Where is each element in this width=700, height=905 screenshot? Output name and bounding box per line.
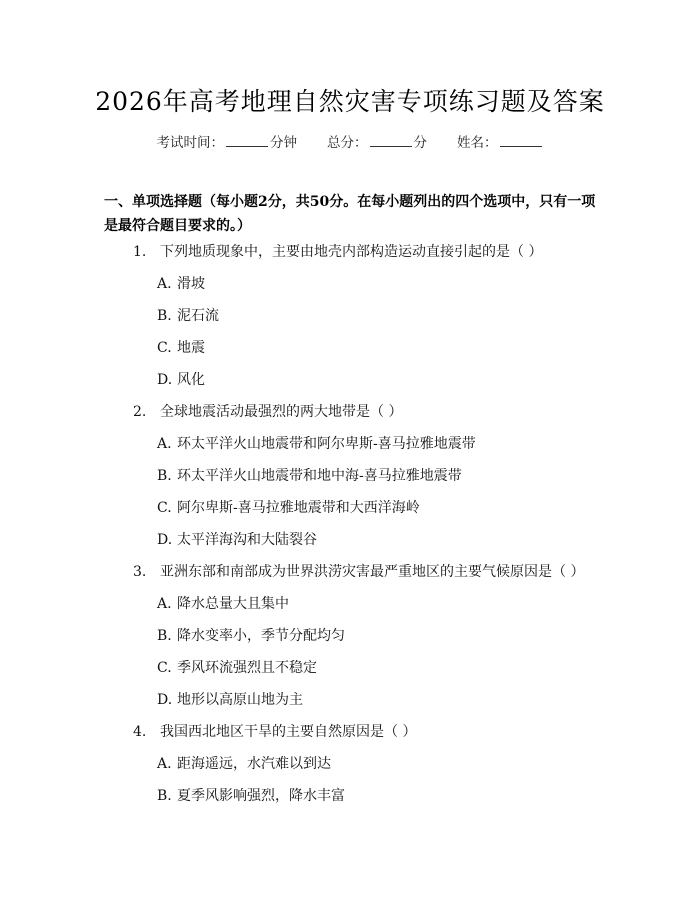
option-letter: A.: [157, 436, 172, 452]
question-text: 亚洲东部和南部成为世界洪涝灾害最严重地区的主要气候原因是（ ）: [160, 564, 585, 580]
option-text: 泥石流: [177, 308, 219, 324]
question-text: 我国西北地区干旱的主要自然原因是（ ）: [160, 724, 417, 740]
question-1: [133, 243, 542, 261]
question-number: 1.: [133, 244, 147, 260]
option-letter: D.: [157, 372, 173, 388]
question-3: [133, 563, 584, 581]
option-letter: A.: [157, 596, 172, 612]
option-text: 降水变率小，季节分配均匀: [177, 628, 345, 644]
question-number: 3.: [133, 564, 147, 580]
option-2c: [157, 499, 420, 517]
option-letter: D.: [157, 692, 173, 708]
option-text: 地震: [177, 340, 205, 356]
option-2d: [157, 531, 317, 549]
option-1b: [157, 307, 219, 325]
option-text: 夏季风影响强烈，降水丰富: [177, 788, 345, 804]
option-text: 阿尔卑斯-喜马拉雅地震带和大西洋海岭: [177, 500, 420, 516]
option-letter: B.: [157, 468, 172, 484]
question-number: 4.: [133, 724, 147, 740]
option-letter: C.: [157, 660, 172, 676]
option-1d: [157, 371, 205, 389]
option-letter: A.: [157, 276, 172, 292]
question-text: 下列地质现象中，主要由地壳内部构造运动直接引起的是（ ）: [160, 244, 543, 260]
total-score-field: [327, 131, 427, 151]
option-2b: [157, 467, 462, 485]
total-score-unit: 分: [413, 135, 427, 151]
option-text: 太平洋海沟和大陆裂谷: [177, 532, 317, 548]
exam-time-label: 考试时间：: [156, 135, 224, 151]
option-letter: C.: [157, 340, 172, 356]
option-letter: B.: [157, 788, 172, 804]
option-3c: [157, 659, 317, 677]
option-text: 环太平洋火山地震带和地中海-喜马拉雅地震带: [177, 468, 462, 484]
section-heading: 一、单项选择题（每小题2分，共50分。在每小题列出的四个选项中，只有一项是最符合题目要求的。）: [104, 194, 596, 234]
question-4: [133, 723, 416, 741]
option-text: 风化: [177, 372, 205, 388]
exam-info-row: [0, 131, 700, 151]
option-4b: [157, 787, 345, 805]
name-field: [457, 131, 544, 151]
option-2a: [157, 435, 476, 453]
option-text: 滑坡: [177, 276, 205, 292]
option-1a: [157, 275, 205, 293]
option-1c: [157, 339, 205, 357]
name-label: 姓名：: [457, 135, 498, 151]
option-3a: [157, 595, 289, 613]
option-letter: A.: [157, 756, 172, 772]
name-blank: [500, 132, 542, 147]
document-title: 2026年高考地理自然灾害专项练习题及答案: [95, 87, 605, 116]
question-number: 2.: [133, 404, 147, 420]
option-text: 地形以高原山地为主: [177, 692, 303, 708]
exam-time-unit: 分钟: [270, 135, 297, 151]
option-letter: D.: [157, 532, 173, 548]
option-letter: B.: [157, 308, 172, 324]
option-3b: [157, 627, 345, 645]
option-letter: B.: [157, 628, 172, 644]
option-text: 季风环流强烈且不稳定: [177, 660, 317, 676]
question-2: [133, 403, 402, 421]
total-score-label: 总分：: [327, 135, 368, 151]
option-letter: C.: [157, 500, 172, 516]
option-4a: [157, 755, 331, 773]
option-text: 降水总量大且集中: [177, 596, 289, 612]
exam-time-field: [157, 131, 298, 151]
option-text: 距海遥远，水汽难以到达: [177, 756, 331, 772]
question-text: 全球地震活动最强烈的两大地带是（ ）: [160, 404, 403, 420]
total-score-blank: [370, 132, 412, 147]
option-3d: [157, 691, 303, 709]
option-text: 环太平洋火山地震带和阿尔卑斯-喜马拉雅地震带: [177, 436, 476, 452]
exam-time-blank: [226, 132, 268, 147]
